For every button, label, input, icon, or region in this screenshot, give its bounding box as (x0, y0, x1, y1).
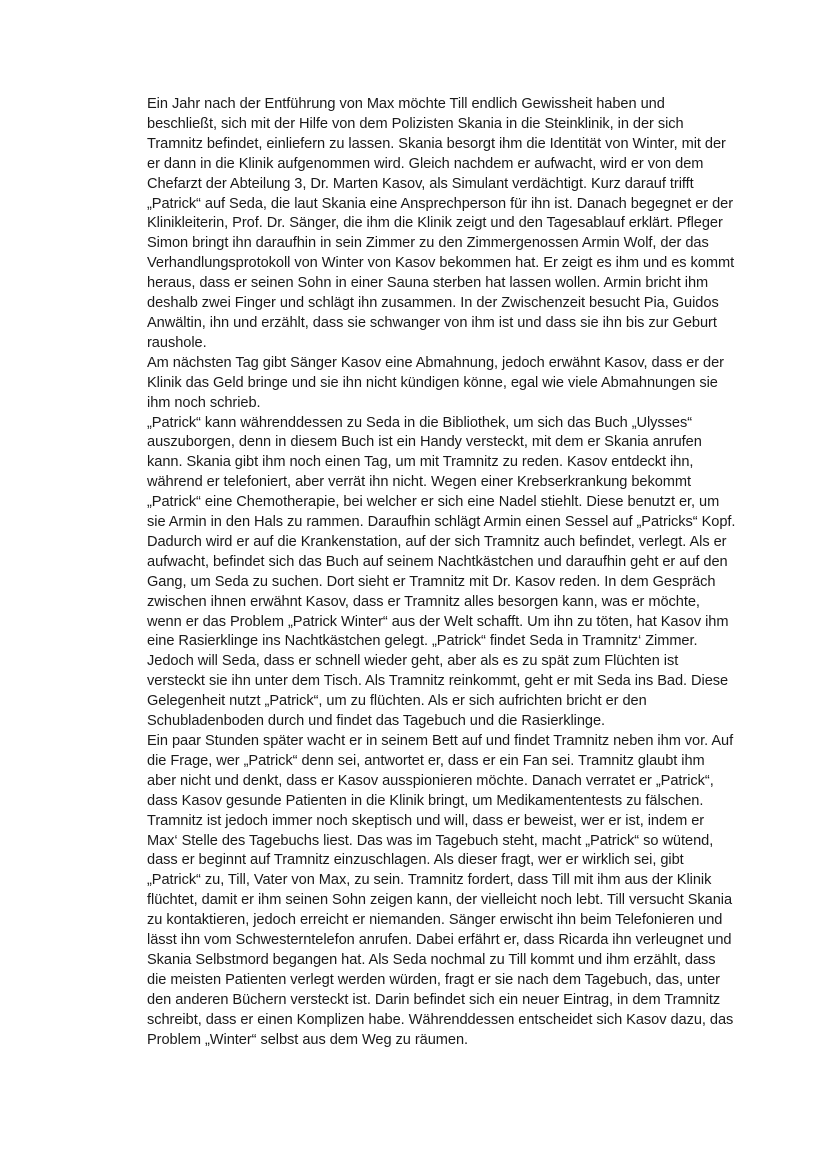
paragraph-2: Am nächsten Tag gibt Sänger Kasov eine Abmahnung, jedoch erwähnt Kasov, dass er der Klinik das Geld bringe und sie ihn nicht kündigen könne, egal wie viele Abmahnungen sie ihm noch schrieb. (147, 354, 724, 411)
paragraph-3: „Patrick“ kann währenddessen zu Seda in die Bibliothek, um sich das Buch „Ulysses“ auszuborgen, denn in diesem Buch ist ein Handy versteckt, mit dem er Skania anrufen kann. Skania gibt ihm noch einen Tag, um mit Tramnitz zu reden. Kasov entdeckt ihn, während er telefoniert, aber verrät ihn nicht. Wegen einer Krebserkrankung bekommt „Patrick“ eine Chemotherapie, bei welcher er sich eine Nadel stiehlt. Diese benutzt er, um sie Armin in den Hals zu rammen. Daraufhin schlägt Armin einen Sessel auf „Patricks“ Kopf. (147, 414, 736, 531)
paragraph-1: Ein Jahr nach der Entführung von Max möchte Till endlich Gewissheit haben und beschließt, sich mit der Hilfe von dem Polizisten Skania in die Steinklinik, in der sich Tramnitz befindet, einliefern zu lassen. Skania besorgt ihm die Identität von Winter, mit der er dann in die Klinik aufgenommen wird. Gleich nachdem er aufwacht, wird er von dem Chefarzt der Abteilung 3, Dr. Marten Kasov, als Simulant verdächtigt. Kurz darauf trifft „Patrick“ auf Seda, die laut Skania eine Ansprechperson für ihn ist. Danach begegnet er der Klinikleiterin, Prof. Dr. Sänger, die ihm die Klinik zeigt und den Tagesablauf erklärt. Pfleger Simon bringt ihn daraufhin in sein Zimmer zu den Zimmergenossen Armin Wolf, der das Verhandlungsprotokoll von Winter von Kasov bekommen hat. Er zeigt es ihm und es kommt heraus, dass er seinen Sohn in einer Sauna sterben hat lassen wollen. Armin bricht ihm deshalb zwei Finger und schlägt ihn zusammen. In der Zwischenzeit besucht Pia, Guidos Anwältin, ihn und erzählt, dass sie schwanger von ihm ist und dass sie ihn bis zur Geburt raushole. (147, 96, 735, 351)
paragraph-4: Dadurch wird er auf die Krankenstation, auf der sich Tramnitz auch befindet, verlegt. Als er aufwacht, befindet sich das Buch auf seinem Nachtkästchen und daraufhin geht er auf den Gang, um Seda zu suchen. Dort sieht er Tramnitz mit Dr. Kasov reden. In dem Gespräch zwischen ihnen erwähnt Kasov, dass er Tramnitz alles besorgen kann, was er möchte, wenn er das Problem „Patrick Winter“ aus der Welt schafft. Um ihn zu töten, hat Kasov ihm eine Rasierklinge ins Nachtkästchen gelegt. „Patrick“ findet Seda in Tramnitz‘ Zimmer. Jedoch will Seda, dass er schnell wieder geht, aber als es zu spät zum Flüchten ist versteckt sie ihn unter dem Tisch. Als Tramnitz reinkommt, geht er mit Seda ins Bad. Diese Gelegenheit nutzt „Patrick“, um zu flüchten. Als er sich aufrichten bricht er den Schubladenboden durch und findet das Tagebuch und die Rasierklinge. (147, 533, 729, 730)
paragraph-5: Ein paar Stunden später wacht er in seinem Bett auf und findet Tramnitz neben ihm vor. Auf die Frage, wer „Patrick“ denn sei, antwortet er, dass er ein Fan sei. Tramnitz glaubt ihm aber nicht und denkt, dass er Kasov ausspionieren möchte. Danach verratet er „Patrick“, dass Kasov gesunde Patienten in die Klinik bringt, um Medikamententests zu fälschen. Tramnitz ist jedoch immer noch skeptisch und will, dass er beweist, wer er ist, indem er Max‘ Stelle des Tagebuchs liest. Das was im Tagebuch steht, macht „Patrick“ so wütend, dass er beginnt auf Tramnitz einzuschlagen. Als dieser fragt, wer er wirklich sei, gibt „Patrick“ zu, Till, Vater von Max, zu sein. Tramnitz fordert, dass Till mit ihm aus der Klinik flüchtet, damit er ihm seinen Sohn zeigen kann, der vielleicht noch lebt. Till versucht Skania zu kontaktieren, jedoch erreicht er niemanden. Sänger erwischt ihn beim Telefonieren und lässt ihn vom Schwesterntelefon anrufen. Dabei erfährt er, dass Ricarda ihn verleugnet und Skania Selbstmord begangen hat. Als Seda nochmal zu Till kommt und ihm erzählt, dass die meisten Patienten verlegt werden würden, fragt er sie nach dem Tagebuch, das, unter den anderen Büchern versteckt ist. Darin befindet sich ein neuer Eintrag, in dem Tramnitz schreibt, dass er einen Komplizen habe. Währenddessen entscheidet sich Kasov dazu, das Problem „Winter“ selbst aus dem Weg zu räumen. (147, 733, 734, 1048)
body-text (147, 95, 737, 1051)
